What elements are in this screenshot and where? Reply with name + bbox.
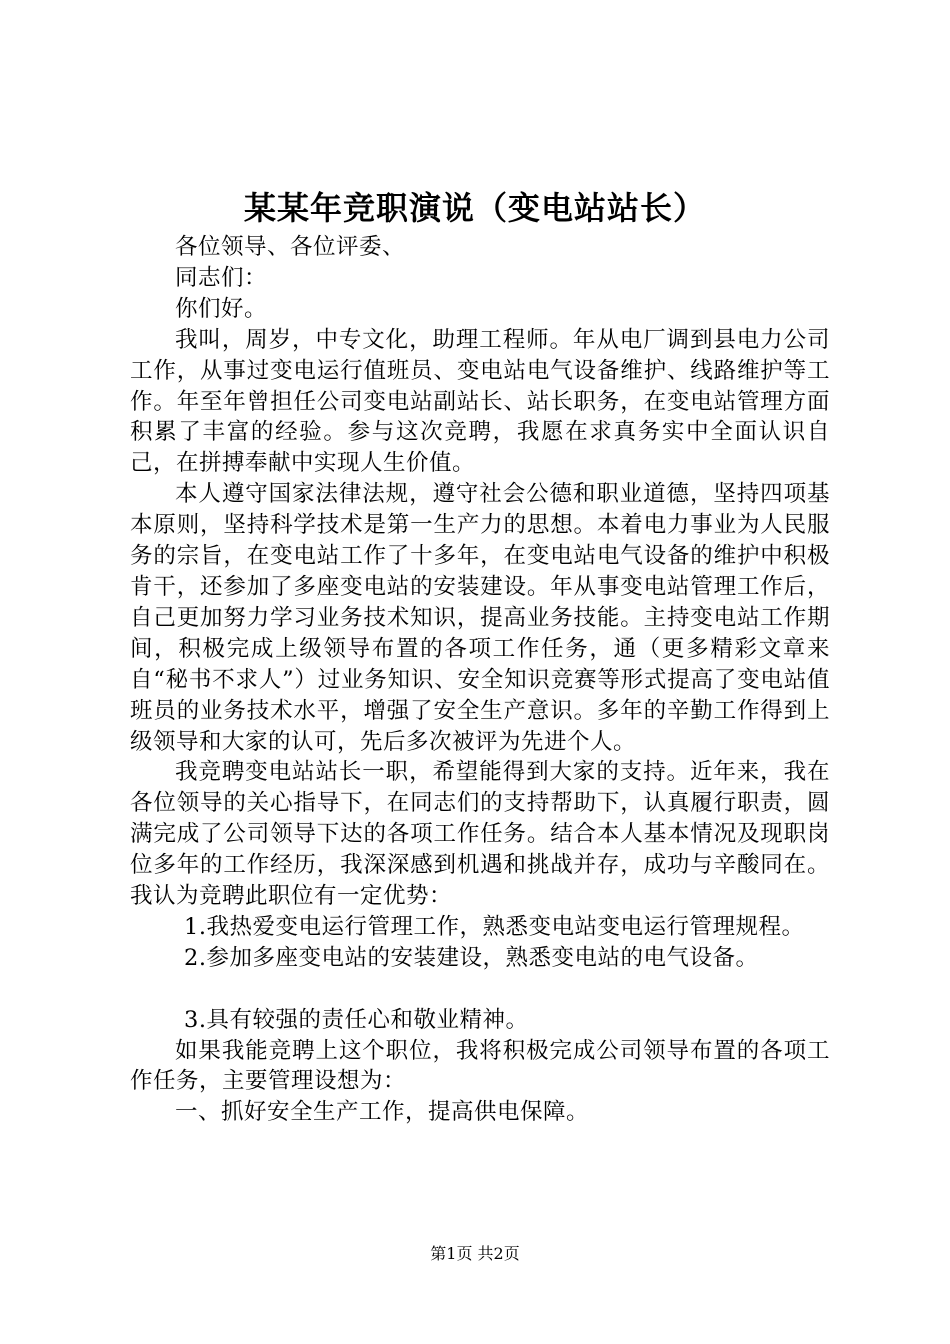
advantage-item-1: 1.我热爱变电运行管理工作，熟悉变电站变电运行管理规程。 [184,913,805,940]
salutation-line-2: 同志们： [175,264,268,291]
paragraph-plan-intro: 如果我能竞聘上这个职位，我将积极完成公司领导布置的各项工作任务，主要管理设想为： [130,1037,830,1095]
advantage-item-2: 2.参加多座变电站的安装建设，熟悉变电站的电气设备。 [184,944,759,971]
plan-item-1: 一、抓好安全生产工作，提高供电保障。 [175,1099,590,1126]
paragraph-background: 本人遵守国家法律法规，遵守社会公德和职业道德，坚持四项基本原则，坚持科学技术是第一生产力的思想。本着电力事业为人民服务的宗旨，在变电站工作了十多年，在变电站电气设备的维护中积极肯干，还参加了多座变电站的安装建设。年从事变电站管理工作后，自己更加努力学习业务技术知识，提高业务技能。主持变电站工作期间，积极完成上级领导布置的各项工作任务，通（更多精彩文章来自“秘书不求人”）过业务知识、安全知识竞赛等形式提高了变电站值班员的业务技术水平，增强了安全生产意识。多年的辛勤工作得到上级领导和大家的认可，先后多次被评为先进个人。 [130,481,830,755]
page-footer: 第1页 共2页 [430,1244,520,1263]
greeting: 你们好。 [175,295,268,322]
salutation-line-1: 各位领导、各位评委、 [175,234,406,260]
paragraph-introduction: 我叫，周岁，中专文化，助理工程师。年从电厂调到县电力公司工作，从事过变电运行值班员、变电站电气设备维护、线路维护等工作。年至年曾担任公司变电站副站长、站长职务，在变电站管理方面积累了丰富的经验。参与这次竞聘，我愿在求真务实中全面认识自己，在拼搏奉献中实现人生价值。 [130,326,830,477]
document-body [130,232,830,1128]
paragraph-motivation: 我竞聘变电站站长一职，希望能得到大家的支持。近年来，我在各位领导的关心指导下，在同志们的支持帮助下，认真履行职责，圆满完成了公司领导下达的各项工作任务。结合本人基本情况及现职岗位多年的工作经历，我深深感到机遇和挑战并存，成功与辛酸同在。我认为竞聘此职位有一定优势： [130,759,830,910]
advantage-item-3: 3.具有较强的责任心和敬业精神。 [184,1006,529,1033]
page-title: 某某年竞职演说（变电站站长） [243,189,706,227]
blank-line [130,974,830,1005]
